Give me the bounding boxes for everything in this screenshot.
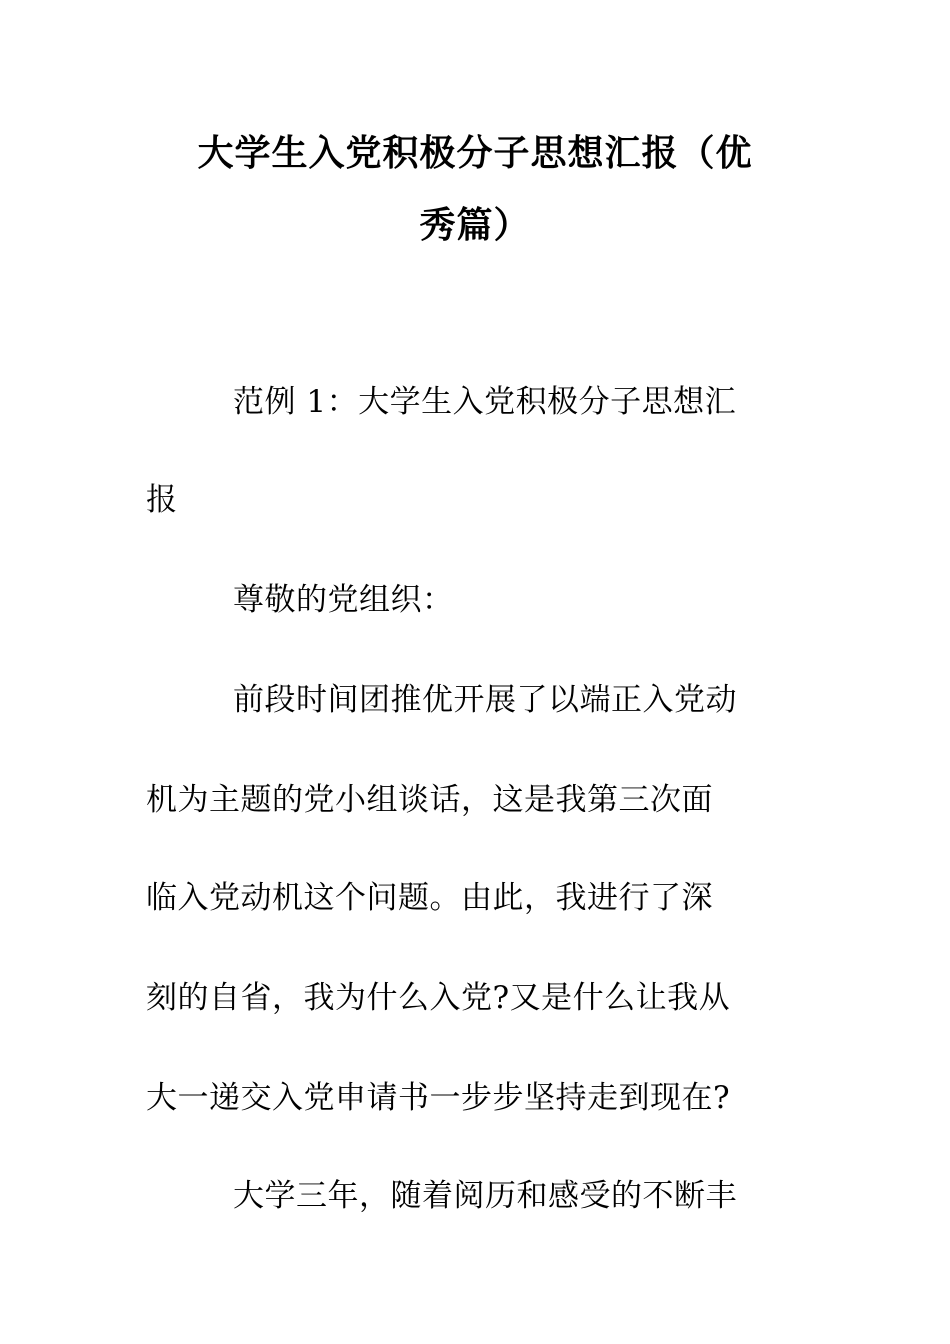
paragraph-2-line-1: 大学三年，随着阅历和感受的不断丰: [233, 1178, 737, 1214]
paragraph-1-line-1: 前段时间团推优开展了以端正入党动: [233, 682, 737, 718]
title-line-2: 秀篇）: [419, 205, 531, 246]
paragraph-1-line-2: 机为主题的党小组谈话，这是我第三次面: [146, 782, 713, 818]
paragraph-1-line-4: 刻的自省，我为什么入党?又是什么让我从: [146, 980, 731, 1016]
salutation: 尊敬的党组织：: [233, 582, 454, 618]
example-heading-line-1: 范例 1：大学生入党积极分子思想汇: [233, 384, 737, 420]
paragraph-1-line-5: 大一递交入党申请书一步步坚持走到现在?: [146, 1080, 731, 1116]
title-line-1: 大学生入党积极分子思想汇报（优: [197, 133, 753, 174]
example-heading-line-2: 报: [146, 482, 178, 518]
paragraph-1-line-3: 临入党动机这个问题。由此，我进行了深: [146, 880, 713, 916]
document-title: [150, 118, 800, 262]
